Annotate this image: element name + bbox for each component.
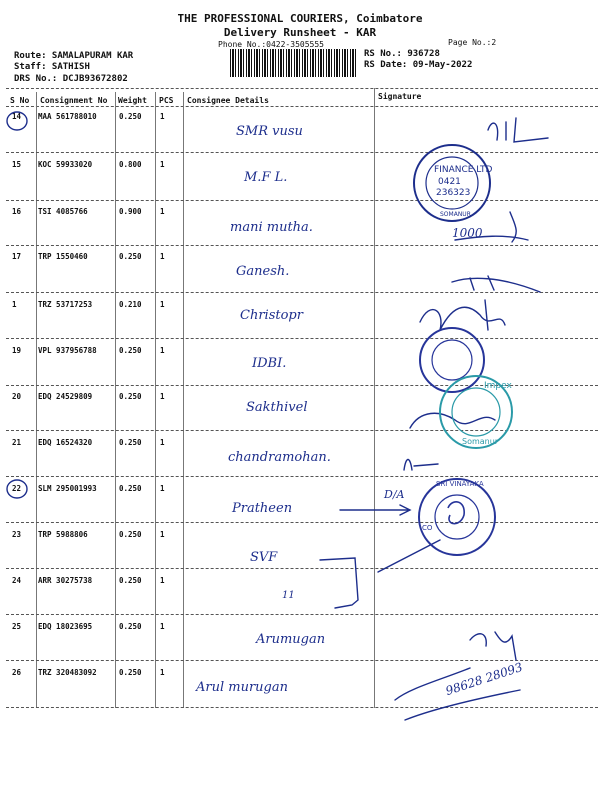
row-pcs: 1 xyxy=(160,668,165,677)
row-weight: 0.250 xyxy=(119,252,142,261)
row-sno: 1 xyxy=(12,300,17,309)
round-stamp-icon xyxy=(420,328,484,392)
stamp-text: 0421 xyxy=(438,177,461,187)
row-pcs: 1 xyxy=(160,300,165,309)
row-sno: 15 xyxy=(12,160,22,169)
stamp-text: Somanur xyxy=(462,437,499,446)
row-sno: 25 xyxy=(12,622,22,631)
row-sno: 17 xyxy=(12,252,22,261)
row-pcs: 1 xyxy=(160,530,165,539)
row-consignment: VPL 937956788 xyxy=(38,346,97,355)
stamp-text: Impex xyxy=(484,381,512,391)
runsheet-subtitle: Delivery Runsheet - KAR xyxy=(223,26,377,39)
circle-mark-icon xyxy=(7,480,27,498)
stamp-text: SOMANUR xyxy=(440,211,471,218)
row-sno: 22 xyxy=(12,484,22,493)
signature-scribble xyxy=(420,300,505,330)
row-sno: 19 xyxy=(12,346,22,355)
signature-scribble xyxy=(452,276,540,292)
receipt-note: D/A xyxy=(384,488,405,501)
drs-number: DRS No.: DCJB93672802 xyxy=(14,74,128,84)
col-sno: S No xyxy=(10,96,30,105)
row-sno: 20 xyxy=(12,392,22,401)
row-weight: 0.250 xyxy=(119,112,142,121)
row-pcs: 1 xyxy=(160,392,165,401)
page-number: Page No.:2 xyxy=(448,38,497,47)
row-pcs: 1 xyxy=(160,622,165,631)
handwritten-consignee: Christopr xyxy=(240,308,303,323)
row-pcs: 1 xyxy=(160,160,165,169)
row-weight: 0.210 xyxy=(119,300,142,309)
row-weight: 0.250 xyxy=(119,576,142,585)
col-pcs: PCS xyxy=(159,96,174,105)
row-pcs: 1 xyxy=(160,252,165,261)
row-consignment: TRZ 53717253 xyxy=(38,300,93,309)
row-consignment: TRP 5988806 xyxy=(38,530,88,539)
row-weight: 0.250 xyxy=(119,530,142,539)
company-title: THE PROFESSIONAL COURIERS, Coimbatore xyxy=(177,12,423,25)
row-pcs: 1 xyxy=(160,438,165,447)
stamp-text: 236323 xyxy=(436,188,471,198)
row-weight: 0.250 xyxy=(119,438,142,447)
signature-scribble xyxy=(395,668,520,720)
col-consignee: Consignee Details xyxy=(187,96,269,105)
signature-scribble xyxy=(488,118,548,142)
handwritten-consignee: SMR vusu xyxy=(236,124,303,139)
handwritten-consignee: mani mutha. xyxy=(230,220,313,235)
row-consignment: EDQ 18023695 xyxy=(38,622,93,631)
row-consignment: TRZ 320483092 xyxy=(38,668,97,677)
handwritten-consignee: Sakthivel xyxy=(246,400,308,415)
signature-mark: 1000 xyxy=(452,226,483,240)
handwritten-consignee: IDBI. xyxy=(252,356,287,371)
row-weight: 0.250 xyxy=(119,392,142,401)
bracket-mark xyxy=(320,558,358,608)
row-pcs: 1 xyxy=(160,207,165,216)
row-pcs: 1 xyxy=(160,112,165,121)
phone-number: Phone No.:0422-3505555 xyxy=(218,40,324,49)
finance-stamp-icon xyxy=(414,145,493,221)
row-consignment: EDQ 16524320 xyxy=(38,438,93,447)
signature-scribble xyxy=(404,460,438,471)
vinayaka-stamp-icon xyxy=(419,479,495,555)
row-consignment: MAA 561788010 xyxy=(38,112,97,121)
phone-signature: 98628 28093 xyxy=(443,659,525,699)
row-sno: 21 xyxy=(12,438,22,447)
row-weight: 0.800 xyxy=(119,160,142,169)
handwritten-consignee: Arul murugan xyxy=(196,680,288,695)
arrow-icon xyxy=(340,505,410,515)
handwritten-consignee: chandramohan. xyxy=(228,450,331,465)
handwritten-consignee: Pratheen xyxy=(232,501,293,516)
stamp-text: SRI VINAYAKA xyxy=(436,480,484,488)
row-consignment: KOC 59933020 xyxy=(38,160,93,169)
stamp-text: FINANCE LTD xyxy=(434,165,493,175)
handwritten-consignee: 11 xyxy=(282,590,295,601)
impex-stamp-icon xyxy=(440,376,513,448)
row-weight: 0.250 xyxy=(119,346,142,355)
row-sno: 23 xyxy=(12,530,22,539)
stamp-text: CO xyxy=(422,524,433,532)
handwritten-consignee: Ganesh. xyxy=(236,264,290,279)
row-sno: 16 xyxy=(12,207,22,216)
row-consignment: ARR 30275738 xyxy=(38,576,93,585)
handwritten-consignee: M.F L. xyxy=(244,170,288,185)
row-consignment: SLM 295001993 xyxy=(38,484,97,493)
staff: Staff: SATHISH xyxy=(14,62,90,72)
row-weight: 0.250 xyxy=(119,622,142,631)
row-sno: 26 xyxy=(12,668,22,677)
row-consignment: TRP 1550460 xyxy=(38,252,88,261)
handwritten-consignee: SVF xyxy=(250,550,278,565)
row-weight: 0.250 xyxy=(119,484,142,493)
col-signature: Signature xyxy=(378,92,422,101)
row-sno: 24 xyxy=(12,576,22,585)
rs-number: RS No.: 936728 xyxy=(364,49,440,59)
row-consignment: EDQ 24529809 xyxy=(38,392,93,401)
row-pcs: 1 xyxy=(160,576,165,585)
row-pcs: 1 xyxy=(160,346,165,355)
row-sno: 14 xyxy=(12,112,22,121)
row-weight: 0.250 xyxy=(119,668,142,677)
circle-mark-icon xyxy=(7,112,27,130)
col-consignment: Consignment No xyxy=(40,96,108,105)
handwritten-consignee: Arumugan xyxy=(256,632,326,647)
signature-scribble xyxy=(470,632,516,660)
route: Route: SAMALAPURAM KAR xyxy=(14,51,134,61)
row-pcs: 1 xyxy=(160,484,165,493)
rs-date: RS Date: 09-May-2022 xyxy=(364,60,473,70)
row-consignment: TSI 4085766 xyxy=(38,207,88,216)
col-weight: Weight xyxy=(118,96,147,105)
row-weight: 0.900 xyxy=(119,207,142,216)
